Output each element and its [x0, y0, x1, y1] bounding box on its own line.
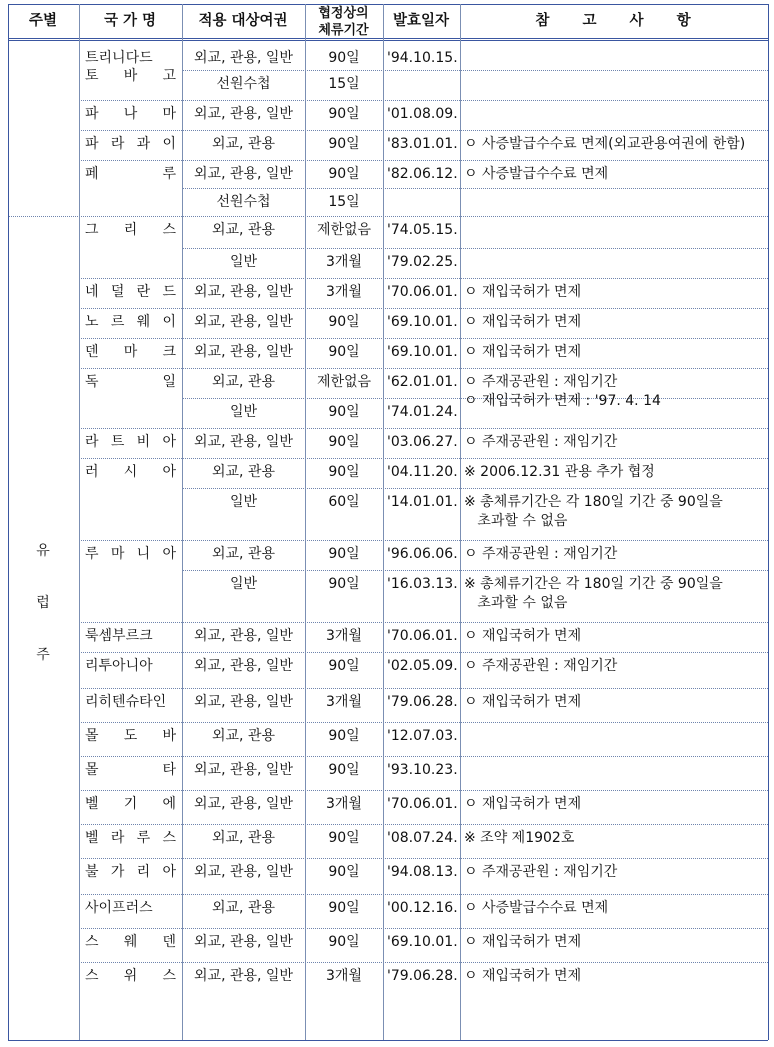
- note-line: ㅇ 재입국허가 면제: [464, 628, 582, 644]
- country-name: 독 일: [85, 374, 176, 390]
- stay-period: 90일: [328, 344, 360, 360]
- note-line: 초과할 수 없음: [464, 512, 568, 529]
- note-cell: [464, 576, 766, 612]
- column-divider: [383, 4, 384, 1040]
- country-name: 트리니다드 토 바 고: [85, 50, 176, 84]
- passport-type: 외교, 관용: [212, 136, 275, 152]
- note-cell: [464, 694, 766, 712]
- stay-period: 90일: [328, 864, 360, 880]
- passport-type: 외교, 관용, 일반: [194, 934, 293, 950]
- country-name: 노 르 웨 이: [85, 314, 176, 330]
- stay-period: 제한없음: [316, 222, 372, 238]
- stay-period: 90일: [328, 434, 360, 450]
- country-name: 덴 마 크: [85, 344, 176, 360]
- passport-type: 선원수첩: [216, 194, 271, 210]
- country-name: 벨 라 루 스: [85, 830, 176, 846]
- header-notes: 참 고 사 항: [535, 13, 691, 29]
- effective-date: '74.05.15.: [387, 222, 458, 238]
- effective-date: '16.03.13.: [387, 576, 458, 592]
- header-passport: 적용 대상여권: [198, 13, 288, 29]
- stay-period: 3개월: [326, 796, 362, 812]
- stay-period: 90일: [328, 136, 360, 152]
- column-divider: [182, 4, 183, 1040]
- note-cell: [464, 434, 766, 452]
- header-region: 주별: [28, 13, 57, 29]
- effective-date: '03.06.27.: [387, 434, 458, 450]
- stay-period: 90일: [328, 728, 360, 744]
- note-cell: [464, 136, 766, 154]
- country-name: 스 위 스: [85, 968, 176, 984]
- country-name: 몰 타: [85, 762, 176, 778]
- effective-date: '79.06.28.: [387, 694, 458, 710]
- country-name: 페 루: [85, 166, 176, 182]
- row-divider: [8, 216, 768, 217]
- effective-date: '14.01.01.: [387, 494, 458, 510]
- note-line: ※ 총체류기간은 각 180일 기간 중 90일을: [464, 576, 723, 592]
- note-line: ㅇ 재입국허가 면제: [464, 284, 582, 300]
- country-name: 몰 도 바: [85, 728, 176, 744]
- note-line: ㅇ 재입국허가 면제: [464, 796, 582, 812]
- header-stay-line2: 체류기간: [318, 23, 369, 38]
- effective-date: '04.11.20.: [387, 464, 458, 480]
- header-country: 국 가 명: [103, 13, 157, 29]
- column-divider: [79, 4, 80, 1040]
- effective-date: '83.01.01.: [387, 136, 458, 152]
- passport-type: 외교, 관용, 일반: [194, 434, 293, 450]
- country-name: 벨 기 에: [85, 796, 176, 812]
- row-divider: [182, 488, 768, 489]
- note-line: ㅇ 사증발급수수료 면제: [464, 900, 609, 916]
- note-cell: [464, 494, 766, 530]
- effective-date: '82.06.12.: [387, 166, 458, 182]
- passport-type: 외교, 관용: [212, 222, 275, 238]
- stay-period: 3개월: [326, 284, 362, 300]
- row-divider: [182, 570, 768, 571]
- passport-type: 선원수첩: [216, 76, 271, 92]
- effective-date: '08.07.24.: [387, 830, 458, 846]
- note-cell: [464, 968, 766, 986]
- effective-date: '01.08.09.: [387, 106, 458, 122]
- effective-date: '00.12.16.: [387, 900, 458, 916]
- passport-type: 일반: [229, 254, 258, 270]
- header-stay-line1: 협정상의: [318, 6, 369, 21]
- note-line: 초과할 수 없음: [464, 594, 568, 611]
- note-cell: [464, 628, 766, 646]
- note-cell: [464, 796, 766, 814]
- note-cell: [464, 546, 766, 564]
- effective-date: '69.10.01.: [387, 314, 458, 330]
- passport-type: 외교, 관용, 일반: [194, 106, 293, 122]
- note-line: ㅇ 재입국허가 면제: [464, 934, 582, 950]
- country-name: 라 트 비 아: [85, 434, 176, 450]
- note-line: ㅇ 재입국허가 면제: [464, 344, 582, 360]
- header-date: 발효일자: [392, 13, 450, 29]
- passport-type: 외교, 관용: [212, 546, 275, 562]
- stay-period: 90일: [328, 166, 360, 182]
- stay-period: 90일: [328, 50, 360, 66]
- stay-period: 90일: [328, 404, 360, 420]
- note-line: ㅇ 재입국허가 면제: [464, 694, 582, 710]
- country-name: 그 리 스: [85, 222, 176, 238]
- note-cell: [464, 374, 766, 410]
- stay-period: 90일: [328, 314, 360, 330]
- note-line: ㅇ 주재공관원 : 재임기간: [464, 658, 618, 674]
- passport-type: 외교, 관용, 일반: [194, 694, 293, 710]
- row-divider: [8, 4, 768, 5]
- passport-type: 외교, 관용, 일반: [194, 314, 293, 330]
- note-line: ㅇ 재입국허가 면제: [464, 968, 582, 984]
- effective-date: '70.06.01.: [387, 796, 458, 812]
- note-cell: [464, 830, 766, 848]
- note-cell: [464, 900, 766, 918]
- country-name: 사이프러스: [85, 900, 153, 916]
- column-divider: [305, 4, 306, 1040]
- effective-date: '93.10.23.: [387, 762, 458, 778]
- note-line: ㅇ 주재공관원 : 재임기간: [464, 864, 618, 880]
- stay-period: 60일: [328, 494, 360, 510]
- stay-period: 90일: [328, 464, 360, 480]
- note-cell: [464, 344, 766, 362]
- note-line: ㅇ 주재공관원 : 재임기간: [464, 374, 618, 390]
- passport-type: 외교, 관용: [212, 728, 275, 744]
- passport-type: 외교, 관용: [212, 464, 275, 480]
- passport-type: 일반: [229, 494, 258, 510]
- effective-date: '69.10.01.: [387, 344, 458, 360]
- stay-period: 3개월: [326, 628, 362, 644]
- stay-period: 90일: [328, 576, 360, 592]
- passport-type: 외교, 관용, 일반: [194, 968, 293, 984]
- note-cell: [464, 934, 766, 952]
- note-line: ㅇ 주재공관원 : 재임기간: [464, 434, 618, 450]
- effective-date: '94.08.13.: [387, 864, 458, 880]
- stay-period: 90일: [328, 830, 360, 846]
- passport-type: 외교, 관용: [212, 374, 275, 390]
- passport-type: 외교, 관용, 일반: [194, 796, 293, 812]
- note-cell: [464, 464, 766, 482]
- passport-type: 외교, 관용, 일반: [194, 864, 293, 880]
- note-cell: [464, 314, 766, 332]
- effective-date: '79.02.25.: [387, 254, 458, 270]
- stay-period: 90일: [328, 106, 360, 122]
- stay-period: 90일: [328, 934, 360, 950]
- passport-type: 외교, 관용, 일반: [194, 344, 293, 360]
- stay-period: 15일: [328, 76, 360, 92]
- passport-type: 외교, 관용: [212, 830, 275, 846]
- stay-period: 15일: [328, 194, 360, 210]
- note-line: ㅇ 재입국허가 면제: [464, 314, 582, 330]
- country-name: 불 가 리 아: [85, 864, 176, 880]
- stay-period: 90일: [328, 900, 360, 916]
- stay-period: 90일: [328, 762, 360, 778]
- note-cell: [464, 658, 766, 676]
- country-name: 리히텐슈타인: [85, 694, 167, 710]
- country-name: 파 라 과 이: [85, 136, 176, 152]
- effective-date: '69.10.01.: [387, 934, 458, 950]
- effective-date: '62.01.01.: [387, 374, 458, 390]
- note-cell: [464, 284, 766, 302]
- effective-date: '74.01.24.: [387, 404, 458, 420]
- country-name: 룩셈부르크: [85, 628, 153, 644]
- passport-type: 외교, 관용, 일반: [194, 628, 293, 644]
- effective-date: '70.06.01.: [387, 628, 458, 644]
- row-divider: [182, 70, 768, 71]
- effective-date: '12.07.03.: [387, 728, 458, 744]
- note-line: ※ 2006.12.31 관용 추가 협정: [464, 464, 655, 480]
- country-name: 네 덜 란 드: [85, 284, 176, 300]
- country-name: 파 나 마: [85, 106, 176, 122]
- passport-type: 일반: [229, 576, 258, 592]
- effective-date: '94.10.15.: [387, 50, 458, 66]
- passport-type: 외교, 관용, 일반: [194, 166, 293, 182]
- effective-date: '02.05.09.: [387, 658, 458, 674]
- passport-type: 일반: [229, 404, 258, 420]
- note-cell: [464, 864, 766, 882]
- country-name: 루 마 니 아: [85, 546, 176, 562]
- note-cell: [464, 166, 766, 184]
- row-divider: [182, 248, 768, 249]
- stay-period: 제한없음: [316, 374, 372, 390]
- note-line: ㅇ 재입국허가 면제 : '97. 4. 14: [464, 392, 661, 409]
- country-name: 리투아니아: [85, 658, 153, 674]
- region-europe: 유 럽 주: [36, 543, 50, 663]
- stay-period: 3개월: [326, 254, 362, 270]
- stay-period: 3개월: [326, 968, 362, 984]
- note-line: ※ 총체류기간은 각 180일 기간 중 90일을: [464, 494, 723, 510]
- passport-type: 외교, 관용, 일반: [194, 50, 293, 66]
- note-line: ※ 조약 제1902호: [464, 830, 575, 846]
- passport-type: 외교, 관용: [212, 900, 275, 916]
- passport-type: 외교, 관용, 일반: [194, 658, 293, 674]
- stay-period: 90일: [328, 658, 360, 674]
- country-name: 스 웨 덴: [85, 934, 176, 950]
- note-line: ㅇ 사증발급수수료 면제: [464, 166, 609, 182]
- effective-date: '96.06.06.: [387, 546, 458, 562]
- effective-date: '79.06.28.: [387, 968, 458, 984]
- effective-date: '70.06.01.: [387, 284, 458, 300]
- stay-period: 3개월: [326, 694, 362, 710]
- row-divider: [182, 188, 768, 189]
- column-divider: [8, 4, 9, 1040]
- stay-period: 90일: [328, 546, 360, 562]
- row-divider: [8, 38, 768, 41]
- passport-type: 외교, 관용, 일반: [194, 762, 293, 778]
- passport-type: 외교, 관용, 일반: [194, 284, 293, 300]
- country-name: 러 시 아: [85, 464, 176, 480]
- column-divider: [460, 4, 461, 1040]
- note-line: ㅇ 사증발급수수료 면제(외교관용여권에 한함): [464, 136, 746, 152]
- row-divider: [8, 1040, 768, 1041]
- column-divider: [768, 4, 769, 1040]
- note-line: ㅇ 주재공관원 : 재임기간: [464, 546, 618, 562]
